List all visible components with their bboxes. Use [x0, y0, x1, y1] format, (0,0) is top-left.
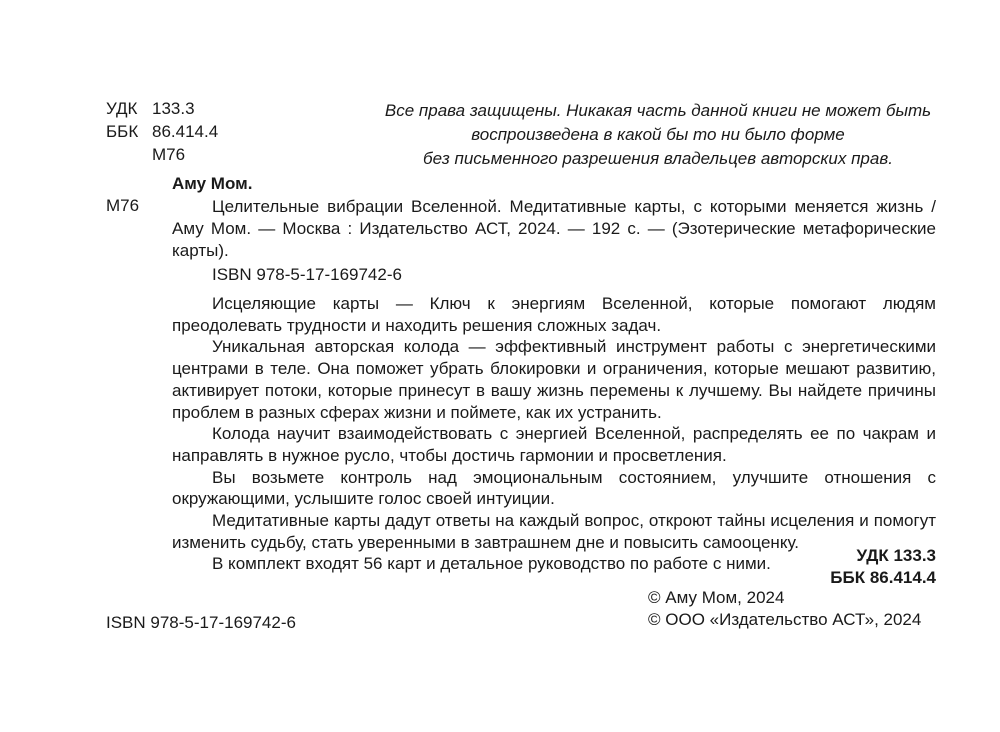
author-name: Аму Мом. — [172, 174, 253, 193]
annotation-paragraph: Вы возьмете контроль над эмоциональным состоянием, улучшите отношения с окружающими, услышите голос своей интуиции. — [172, 467, 936, 509]
codes-right — [830, 545, 936, 589]
copyright-publisher: © ООО «Издательство АСТ», 2024 — [648, 610, 922, 629]
annotation-paragraph: Исцеляющие карты — Ключ к энергиям Вселенной, которые помогают людям преодолевать трудности и находить решения сложных задач. — [172, 294, 936, 335]
udc-row — [106, 99, 195, 120]
udc-value: 133.3 — [152, 99, 195, 118]
annotation-paragraph: Медитативные карты дадут ответы на каждый вопрос, откроют тайны исцеления и помогут изменить судьбу, стать уверенными в завтрашнем дне и повысить самооценку. — [172, 511, 936, 552]
annotation — [172, 293, 936, 575]
bbk-code-bold: ББК 86.414.4 — [830, 568, 936, 587]
catalog-code: М76 — [106, 196, 140, 215]
annotation-paragraph: В комплект входят 56 карт и детальное руководство по работе с ними. — [212, 554, 771, 574]
udc-code-bold: УДК 133.3 — [856, 546, 936, 565]
rights-notice — [380, 99, 936, 171]
copyright-author: © Аму Мом, 2024 — [648, 588, 785, 607]
bbk-value: 86.414.4 — [152, 122, 219, 141]
isbn-inline: ISBN 978-5-17-169742-6 — [212, 265, 402, 284]
author-mark-row — [106, 145, 185, 166]
bibliographic-record: Целительные вибрации Вселенной. Медитативные карты, с которыми меняется жизнь / Аму Мом. — Москва : Издательство АСТ, 2024. — 192 с. — (Эзотерические метафорические карты). — [172, 197, 936, 260]
bbk-label: ББК — [106, 122, 139, 141]
rights-line-2: воспроизведена в какой бы то ни было форме — [471, 125, 845, 144]
udc-label: УДК — [106, 99, 138, 118]
bbk-row — [106, 122, 218, 143]
rights-line-1: Все права защищены. Никакая часть данной книги не может быть — [384, 101, 932, 120]
annotation-paragraph: Уникальная авторская колода — эффективный инструмент работы с энергетическими центрами в теле. Она поможет убрать блокировки и ограничения, которые мешают развитию, активирует потоки, которые принесут в вашу жизнь перемены к лучшему. Вы найдете причины проблем в разных сферах жизни и поймете, как их устранить. — [172, 337, 936, 422]
annotation-paragraph: Колода научит взаимодействовать с энергией Вселенной, распределять ее по чакрам и направлять в нужное русло, чтобы достичь гармонии и просветления. — [172, 424, 936, 465]
isbn-bottom: ISBN 978-5-17-169742-6 — [106, 613, 296, 632]
copyright-block — [648, 587, 921, 631]
author-mark: М76 — [152, 145, 186, 164]
rights-line-3: без письменного разрешения владельцев авторских прав. — [423, 149, 893, 168]
